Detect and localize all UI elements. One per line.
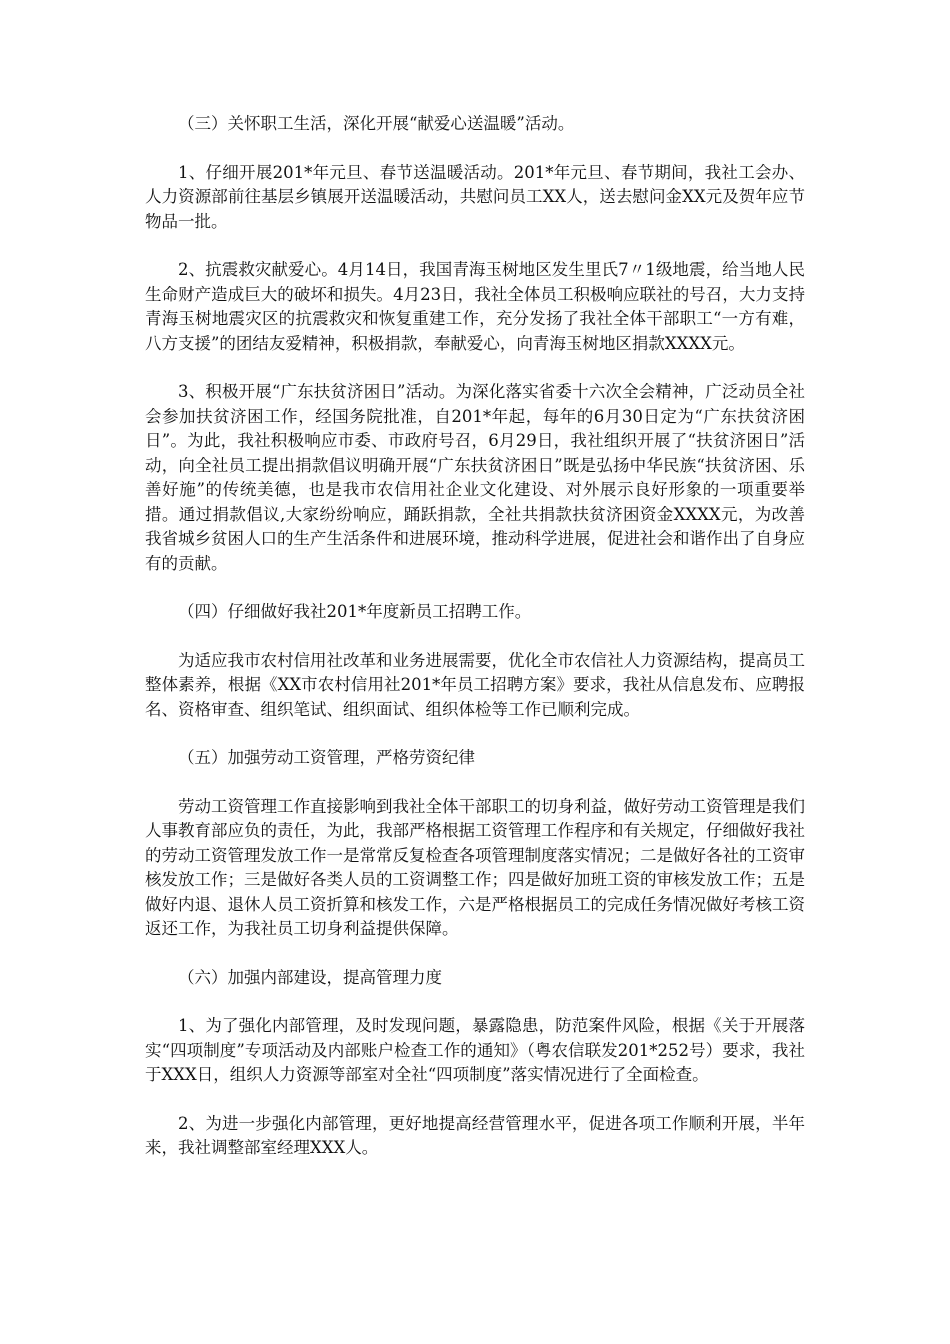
paragraph-4-1: 为适应我市农村信用社改革和业务进展需要，优化全市农信社人力资源结构，提高员工整体素养，根据《XX市农村信用社201*年员工招聘方案》要求，我社从信息发布、应聘报名、资格审查、组织笔试、组织面试、组织体检等工作已顺利完成。	[145, 650, 805, 719]
paragraph-3-3: 3、积极开展“广东扶贫济困日”活动。为深化落实省委十六次全会精神，广泛动员全社会参加扶贫济困工作，经国务院批准，自201*年起，每年的6月30日定为“广东扶贫济困日”。为此，我社积极响应市委、市政府号召，6月29日，我社组织开展了“扶贫济困日”活动，向全社员工提出捐款倡议明确开展“广东扶贫济困日”既是弘扬中华民族“扶贫济困、乐善好施”的传统美德，也是我市农信用社企业文化建设、对外展示良好形象的一项重要举措。通过捐款倡议,大家纷纷响应，踊跃捐款，全社共捐款扶贫济困资金XXXX元，为改善我省城乡贫困人口的生产生活条件和进展环境，推动科学进展，促进社会和谐作出了自身应有的贡献。	[145, 382, 805, 573]
paragraph-6-2: 2、为进一步强化内部管理，更好地提高经营管理水平，促进各项工作顺利开展，半年来，我社调整部室经理XXX人。	[145, 1113, 805, 1157]
paragraph-3-2: 2、抗震救灾献爱心。4月14日，我国青海玉树地区发生里氏7〃1级地震，给当地人民生命财产造成巨大的破坏和损失。4月23日，我社全体员工积极响应联社的号召，大力支持青海玉树地震灾区的抗震救灾和恢复重建工作，充分发扬了我社全体干部职工“一方有难，八方支援”的团结友爱精神，积极捐款，奉献爱心，向青海玉树地区捐款XXXX元。	[145, 260, 805, 353]
document-page	[145, 112, 805, 1185]
section-heading-6: （六）加强内部建设，提高管理力度	[178, 967, 442, 987]
section-heading-5: （五）加强劳动工资管理，严格劳资纪律	[178, 748, 475, 767]
paragraph-3-1: 1、仔细开展201*年元旦、春节送温暖活动。201*年元旦、春节期间，我社工会办、人力资源部前往基层乡镇展开送温暖活动，共慰问员工XX人，送去慰问金XX元及贺年应节物品一批。	[145, 162, 805, 231]
paragraph-6-1: 1、为了强化内部管理，及时发现问题，暴露隐患，防范案件风险，根据《关于开展落实“四项制度”专项活动及内部账户检查工作的通知》（粤农信联发201*252号）要求，我社于XXX日，组织人力资源等部室对全社“四项制度”落实情况进行了全面检查。	[145, 1016, 805, 1084]
section-heading-3: （三）关怀职工生活，深化开展“献爱心送温暖”活动。	[178, 114, 575, 133]
paragraph-5-1: 劳动工资管理工作直接影响到我社全体干部职工的切身利益，做好劳动工资管理是我们人事教育部应负的责任，为此，我部严格根据工资管理工作程序和有关规定，仔细做好我社的劳动工资管理发放工作一是常常反复检查各项管理制度落实情况；二是做好各社的工资审核发放工作；三是做好各类人员的工资调整工作；四是做好加班工资的审核发放工作；五是做好内退、退休人员工资折算和核发工作，六是严格根据员工的完成任务情况做好考核工资返还工作，为我社员工切身利益提供保障。	[145, 796, 805, 938]
section-heading-4: （四）仔细做好我社201*年度新员工招聘工作。	[178, 602, 532, 621]
